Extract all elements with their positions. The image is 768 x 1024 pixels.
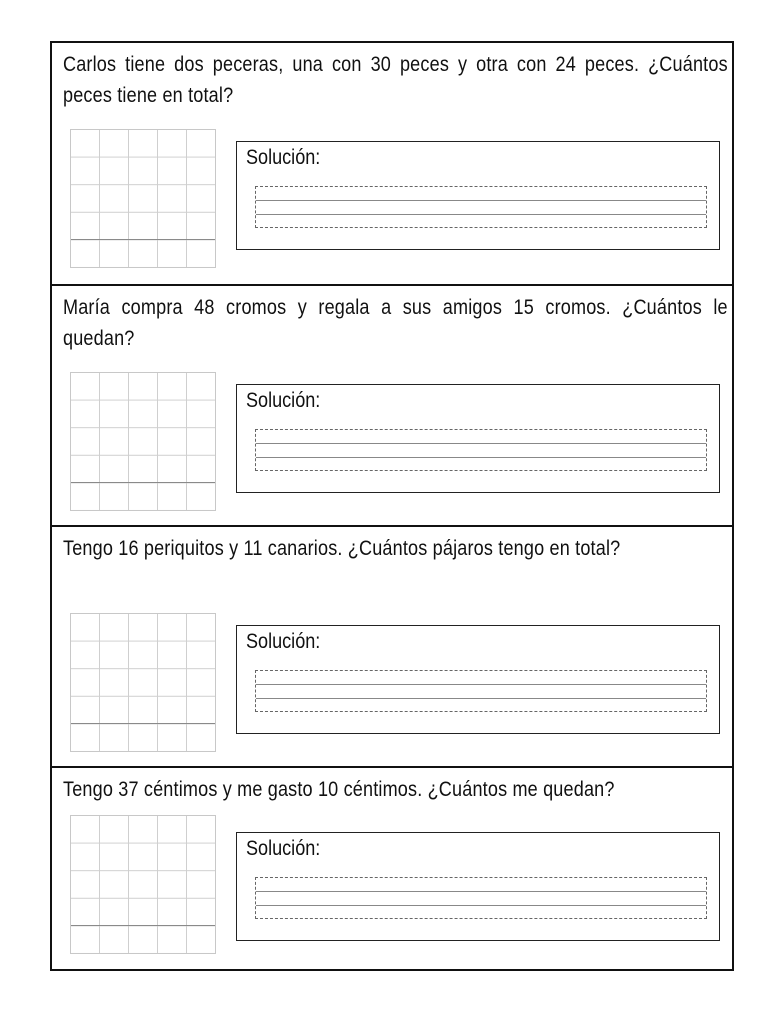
calculation-grid bbox=[70, 613, 216, 752]
solution-label: Solución: bbox=[246, 389, 321, 412]
problem-statement: Carlos tiene dos peceras, una con 30 peces y otra con 24 peces. ¿Cuántos peces tiene en total? bbox=[63, 53, 728, 107]
calculation-grid bbox=[70, 815, 216, 954]
problem-statement: Tengo 16 periquitos y 11 canarios. ¿Cuántos pájaros tengo en total? bbox=[63, 537, 621, 560]
solution-box bbox=[236, 832, 720, 941]
solution-box bbox=[236, 141, 720, 250]
problem-1 bbox=[52, 43, 732, 284]
problem-statement: Tengo 37 céntimos y me gasto 10 céntimos. ¿Cuántos me quedan? bbox=[63, 778, 615, 801]
solution-label: Solución: bbox=[246, 837, 321, 860]
calculation-grid bbox=[70, 129, 216, 268]
solution-label: Solución: bbox=[246, 630, 321, 653]
answer-lines bbox=[255, 429, 707, 471]
calculation-grid bbox=[70, 372, 216, 511]
solution-label: Solución: bbox=[246, 146, 321, 169]
problem-4 bbox=[52, 766, 732, 971]
solution-box bbox=[236, 625, 720, 734]
problem-3 bbox=[52, 525, 732, 766]
problem-statement: María compra 48 cromos y regala a sus amigos 15 cromos. ¿Cuántos le quedan? bbox=[63, 296, 728, 350]
problem-2 bbox=[52, 284, 732, 525]
answer-lines bbox=[255, 670, 707, 712]
solution-box bbox=[236, 384, 720, 493]
answer-lines bbox=[255, 186, 707, 228]
worksheet bbox=[50, 41, 734, 971]
answer-lines bbox=[255, 877, 707, 919]
